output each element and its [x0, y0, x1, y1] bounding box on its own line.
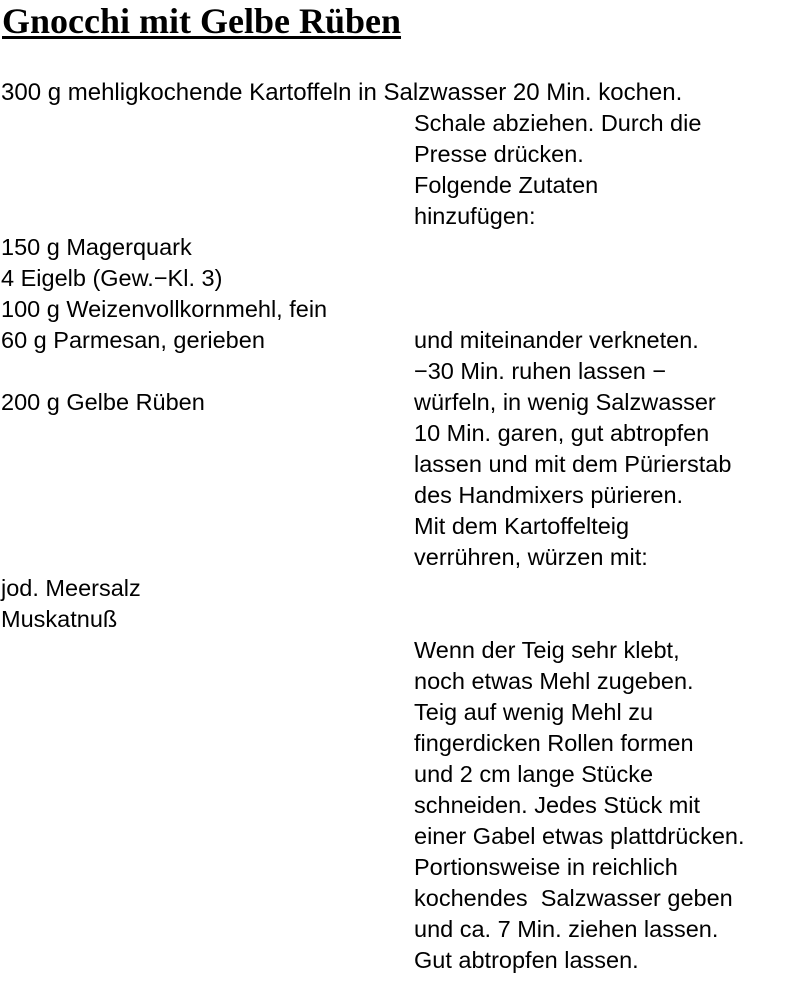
instruction-text: Portionsweise in reichlich [414, 854, 678, 880]
ingredient-text [1, 139, 414, 170]
instruction-text: verrühren, würzen mit: [414, 544, 648, 570]
instruction-text: Presse drücken. [414, 141, 584, 167]
instruction-text: −30 Min. ruhen lassen − [414, 358, 667, 384]
ingredient-text [1, 201, 414, 232]
recipe-row [1, 945, 791, 976]
recipe-row [1, 139, 791, 170]
recipe-title: Gnocchi mit Gelbe Rüben [2, 1, 402, 41]
recipe-row [1, 821, 791, 852]
ingredient-text: 100 g Weizenvollkornmehl, fein [1, 296, 328, 322]
ingredient-text [1, 418, 414, 449]
ingredient-text: 4 Eigelb (Gew.−Kl. 3) [1, 265, 223, 291]
recipe-row [1, 170, 791, 201]
instruction-text: 10 Min. garen, gut abtropfen [414, 420, 710, 446]
ingredient-text [1, 511, 414, 542]
recipe-steps [1, 108, 791, 976]
instruction-text: Teig auf wenig Mehl zu [414, 699, 654, 725]
recipe-row [1, 883, 791, 914]
instruction-text: und ca. 7 Min. ziehen lassen. [414, 916, 719, 942]
recipe-row [1, 511, 791, 542]
recipe-row [1, 418, 791, 449]
ingredient-text [1, 728, 414, 759]
ingredient-text [1, 945, 414, 976]
recipe-row [1, 449, 791, 480]
recipe-row [1, 914, 791, 945]
ingredient-text: 60 g Parmesan, gerieben [1, 327, 265, 353]
ingredient-text [1, 852, 414, 883]
instruction-text: und 2 cm lange Stücke [414, 761, 654, 787]
recipe-row [1, 356, 791, 387]
ingredient-text [1, 542, 414, 573]
recipe-row [1, 604, 791, 635]
instruction-text: hinzufügen: [414, 203, 536, 229]
ingredient-text [1, 356, 414, 387]
instruction-text: des Handmixers pürieren. [414, 482, 684, 508]
ingredient-text: 150 g Magerquark [1, 234, 192, 260]
instruction-text: Folgende Zutaten [414, 172, 599, 198]
ingredient-text [1, 449, 414, 480]
recipe-row [1, 697, 791, 728]
ingredient-text [1, 170, 414, 201]
ingredient-text: jod. Meersalz [1, 575, 141, 601]
recipe-row [1, 325, 791, 356]
recipe-row [1, 294, 791, 325]
recipe-row [1, 542, 791, 573]
instruction-text: Mit dem Kartoffelteig [414, 513, 630, 539]
recipe-row [1, 387, 791, 418]
ingredient-text [1, 697, 414, 728]
ingredient-text [1, 108, 414, 139]
recipe-row [1, 759, 791, 790]
recipe-row [1, 263, 791, 294]
instruction-text: Schale abziehen. Durch die [414, 110, 702, 136]
instruction-text: noch etwas Mehl zugeben. [414, 668, 694, 694]
instruction-text: kochendes Salzwasser geben [414, 885, 733, 911]
recipe-row [1, 728, 791, 759]
instruction-text: würfeln, in wenig Salzwasser [414, 389, 716, 415]
recipe-row [1, 573, 791, 604]
ingredient-text [1, 790, 414, 821]
instruction-text: Gut abtropfen lassen. [414, 947, 639, 973]
ingredient-text [1, 883, 414, 914]
instruction-text: fingerdicken Rollen formen [414, 730, 694, 756]
recipe-row [1, 790, 791, 821]
recipe-row [1, 201, 791, 232]
recipe-row [1, 635, 791, 666]
recipe-row [1, 480, 791, 511]
recipe-row [1, 852, 791, 883]
ingredient-text: Muskatnuß [1, 606, 118, 632]
ingredient-text: 200 g Gelbe Rüben [1, 389, 205, 415]
intro-step: 300 g mehligkochende Kartoffeln in Salzwasser 20 Min. kochen. [1, 79, 683, 106]
instruction-text: schneiden. Jedes Stück mit [414, 792, 701, 818]
ingredient-text [1, 821, 414, 852]
ingredient-text [1, 914, 414, 945]
ingredient-text [1, 635, 414, 666]
ingredient-text [1, 666, 414, 697]
recipe-row [1, 232, 791, 263]
instruction-text: einer Gabel etwas plattdrücken. [414, 823, 745, 849]
instruction-text: Wenn der Teig sehr klebt, [414, 637, 680, 663]
recipe-row [1, 108, 791, 139]
ingredient-text [1, 759, 414, 790]
instruction-text: und miteinander verkneten. [414, 327, 699, 353]
instruction-text: lassen und mit dem Pürierstab [414, 451, 732, 477]
recipe-row [1, 666, 791, 697]
ingredient-text [1, 480, 414, 511]
